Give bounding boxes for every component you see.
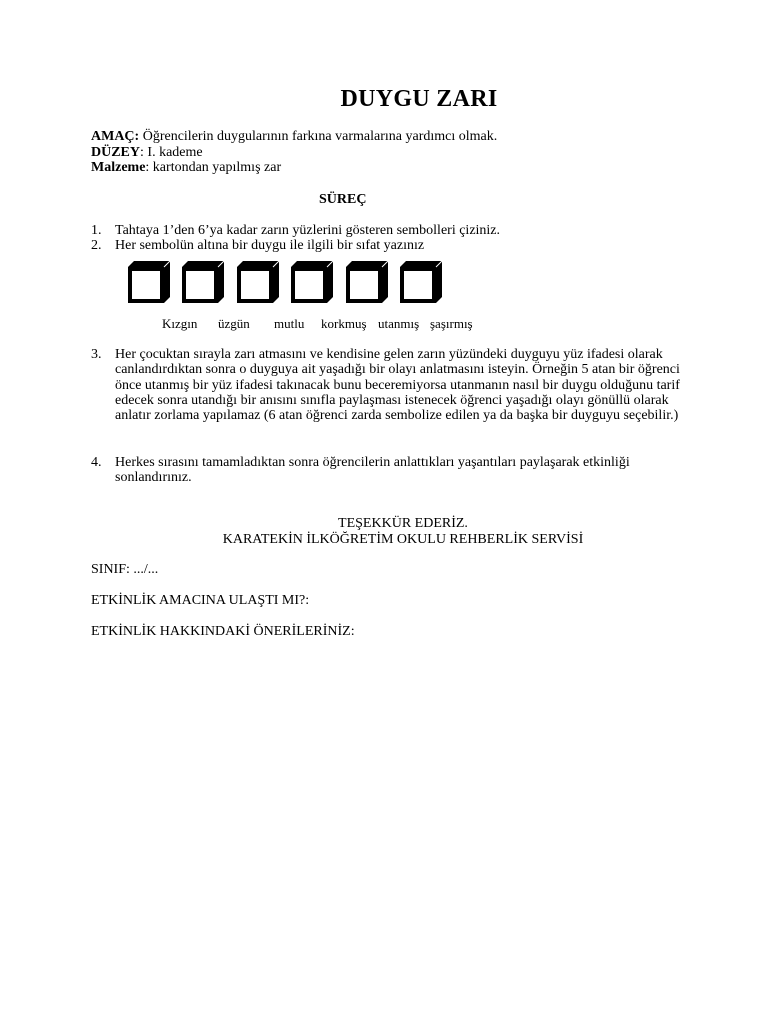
emotion-label: Kızgın [162, 316, 198, 331]
emotion-labels [0, 316, 768, 332]
step-number: 3. [91, 347, 102, 362]
level-line [91, 145, 497, 161]
level-label: DÜZEY [91, 144, 141, 160]
aim-line [91, 129, 497, 145]
die-face-icon [344, 259, 390, 303]
die-face-icon [235, 259, 281, 303]
die-face-icon [398, 259, 444, 303]
step-text: Herkes sırasını tamamladıktan sonra öğrencilerin anlattıkları yaşantıları paylaşarak etkinliği sonlandırınız. [115, 455, 630, 486]
emotion-label: korkmuş [321, 316, 367, 331]
thanks-line: TEŞEKKÜR EDERİZ. [338, 516, 468, 531]
emotion-label: mutlu [274, 316, 305, 331]
aim-text: Öğrencilerin duygularının farkına varmalarına yardımcı olmak. [139, 129, 498, 144]
material-label: Malzeme [91, 160, 146, 175]
emotion-label: şaşırmış [430, 316, 473, 331]
material-line [91, 160, 497, 176]
emotion-label: üzgün [218, 316, 250, 331]
step-number: 4. [91, 455, 102, 470]
activity-meta [91, 129, 497, 176]
die-face-icon [180, 259, 226, 303]
level-text: : I. kademe [140, 144, 203, 160]
emotion-label: utanmış [378, 316, 420, 331]
die-face-icon [289, 259, 335, 303]
die-face-icon [126, 259, 172, 303]
step-number: 1. [91, 223, 102, 238]
school-service-line: KARATEKİN İLKÖĞRETİM OKULU REHBERLİK SERVİSİ [222, 531, 584, 547]
aim-label: AMAÇ: [91, 129, 140, 144]
class-field: SINIF: .../... [91, 562, 159, 577]
step-number: 2. [91, 238, 102, 253]
material-text: : kartondan yapılmış zar [145, 160, 282, 175]
goal-question: ETKİNLİK AMACINA ULAŞTI MI?: [91, 593, 310, 608]
thanks-block [0, 516, 768, 547]
suggestions-field: ETKİNLİK HAKKINDAKİ ÖNERİLERİNİZ: [91, 624, 355, 639]
step-text: Her çocuktan sırayla zarı atmasını ve kendisine gelen zarın yüzündeki duyguyu yüz ifadesi olarak canlandırdıktan sonra o duyguya ait yaşadığı bir olayı anlatmasını isteyin. Örneğin 5 atan bir öğrenci önce utanmış bir yüz ifadesi takınacak bunu beceremiyorsa utanmanın nasıl bir duygu olduğunu tarif edecek sonra utandığı bir anısını sınıfla paylaşması istenecek öğrenci yaşadığı olayı gönüllü olarak anlatır zorlama yapılamaz (6 atan öğrenci zarda sembolize edilen ya da başka bir duyguyu seçebilir.) [115, 347, 680, 424]
dice-symbols [126, 259, 456, 303]
document-title: DUYGU ZARI [340, 86, 498, 112]
step-text: Tahtaya 1’den 6’ya kadar zarın yüzlerini gösteren sembolleri çiziniz. [115, 223, 501, 238]
process-title: SÜREÇ [319, 192, 367, 207]
step-text: Her sembolün altına bir duygu ile ilgili bir sıfat yazınız [115, 238, 425, 253]
